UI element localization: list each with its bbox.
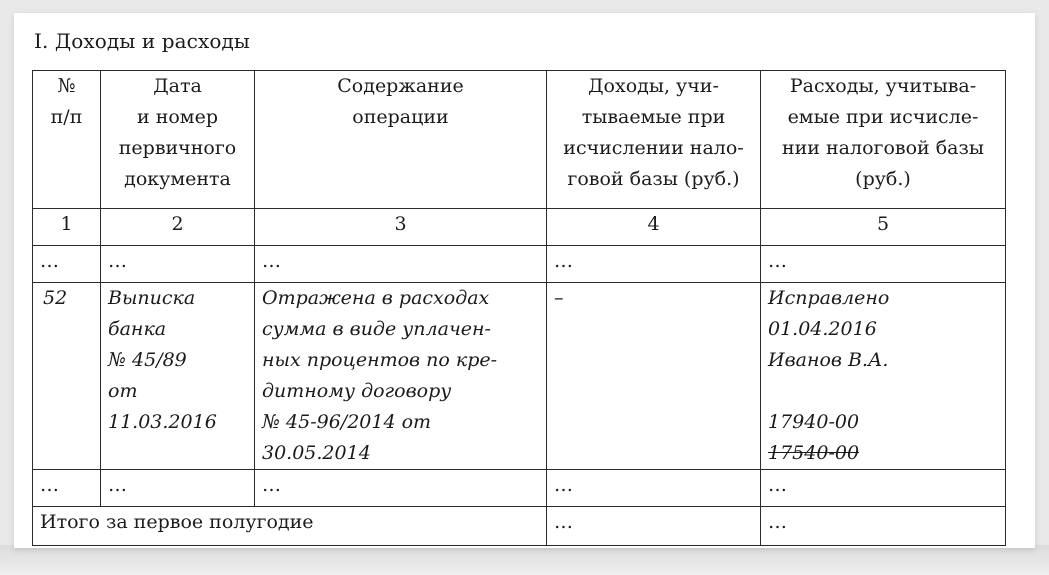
ellipsis-cell: … bbox=[761, 246, 1006, 283]
header-cell-expense: Расходы, учитыва- емые при исчисле- нии налоговой базы (руб.) bbox=[761, 71, 1006, 209]
ellipsis-cell: … bbox=[33, 246, 101, 283]
column-number: 2 bbox=[101, 209, 255, 246]
struck-amount: 17540-00 bbox=[768, 442, 860, 464]
column-number: 5 bbox=[761, 209, 1006, 246]
ellipsis-row bbox=[33, 470, 1006, 507]
ellipsis-cell: … bbox=[547, 470, 761, 507]
ellipsis-row bbox=[33, 246, 1006, 283]
ellipsis-cell: … bbox=[547, 246, 761, 283]
column-number: 1 bbox=[33, 209, 101, 246]
total-income: … bbox=[547, 507, 761, 546]
entry-income: – bbox=[547, 283, 761, 470]
table-row bbox=[33, 283, 1006, 470]
ellipsis-cell: … bbox=[101, 470, 255, 507]
entry-document: Выписка банка № 45/89 от 11.03.2016 bbox=[101, 283, 255, 470]
ellipsis-cell: … bbox=[101, 246, 255, 283]
header-cell-number: № п/п bbox=[33, 71, 101, 209]
correction-note: Исправлено 01.04.2016 Иванов В.А. bbox=[768, 287, 890, 371]
corrected-amount: 17940-00 bbox=[768, 411, 860, 433]
header-cell-operation: Содержание операции bbox=[255, 71, 547, 209]
entry-expense bbox=[761, 283, 1006, 470]
column-number: 4 bbox=[547, 209, 761, 246]
entry-number: 52 bbox=[33, 283, 101, 470]
ellipsis-cell: … bbox=[33, 470, 101, 507]
header-cell-document: Дата и номер первичного документа bbox=[101, 71, 255, 209]
column-number-row bbox=[33, 209, 1006, 246]
column-number: 3 bbox=[255, 209, 547, 246]
income-expense-table bbox=[32, 70, 1006, 546]
total-row bbox=[33, 507, 1006, 546]
entry-operation: Отражена в расходах сумма в виде уплачен- ных процентов по кре- дитному договору № 45-96/2014 от 30.05.2014 bbox=[255, 283, 547, 470]
ellipsis-cell: … bbox=[761, 470, 1006, 507]
table-header-row bbox=[33, 71, 1006, 209]
ellipsis-cell: … bbox=[255, 470, 547, 507]
header-cell-income: Доходы, учи- тываемые при исчислении нало- говой базы (руб.) bbox=[547, 71, 761, 209]
total-expense: … bbox=[761, 507, 1006, 546]
document-sheet bbox=[14, 13, 1035, 548]
total-label: Итого за первое полугодие bbox=[33, 507, 547, 546]
section-title: I. Доходы и расходы bbox=[34, 29, 250, 53]
page-shadow bbox=[0, 545, 1049, 575]
ellipsis-cell: … bbox=[255, 246, 547, 283]
